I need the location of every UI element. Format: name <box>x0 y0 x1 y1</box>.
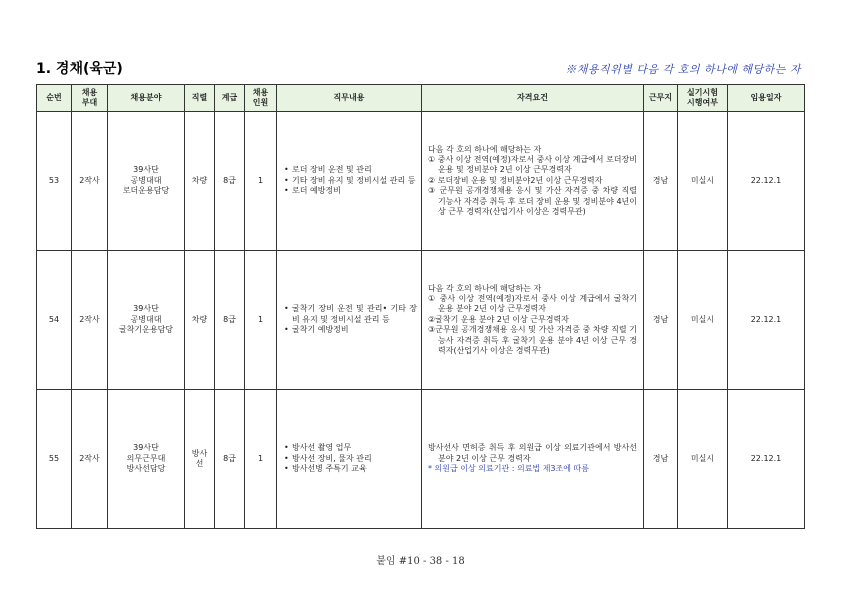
row-requirements <box>422 390 644 529</box>
row-date: 22.12.1 <box>728 390 805 529</box>
table-row <box>37 112 805 251</box>
row-practical: 미실시 <box>678 251 728 390</box>
row-number: 53 <box>37 112 72 251</box>
page-title: 1. 경채(육군) <box>36 61 123 77</box>
row-field: 39사단 공병대대 굴착기운용담당 <box>108 251 185 390</box>
header-date: 임용일자 <box>728 85 805 112</box>
requirement-item: ③ 군무원 공개경쟁채용 응시 및 가산 자격증 중 차량 직렬 기능사 자격증 취득 후 로더 장비 운용 및 정비분야 4년이상 근무 경력자(산업기사 이상은 경력무관) <box>428 186 637 216</box>
header-location: 근무지 <box>644 85 678 112</box>
row-unit: 2작사 <box>72 390 108 529</box>
requirement-item: ②굴착기 운용 분야 2년 이상 근무경력자 <box>428 314 569 324</box>
row-grade: 8급 <box>215 112 245 251</box>
duty-item: • 방사선 촬영 업무 <box>292 443 417 453</box>
requirement-item: ③군무원 공개경쟁채용 응시 및 가산 자격증 중 차량 직렬 기능사 자격증 취득 후 굴착기 운용 분야 4년 이상 근무 경력자(산업기사 이상은 경력무관) <box>428 325 637 355</box>
page-footer: 붙임 #10 - 38 - 18 <box>376 556 465 567</box>
header-no: 순번 <box>37 85 72 112</box>
header-count: 채용 인원 <box>245 85 277 112</box>
duty-item: • 로더 장비 운전 및 관리 <box>292 165 417 175</box>
row-grade: 8급 <box>215 251 245 390</box>
header-grade: 계급 <box>215 85 245 112</box>
requirement-item: 방사선사 면허증 취득 후 의원급 이상 의료기관에서 방사선 분야 2년 이상 근무 경력자 <box>428 443 637 463</box>
requirement-note: * 의원급 이상 의료기관 : 의료법 제3조에 따름 <box>428 464 589 474</box>
table-row <box>37 251 805 390</box>
header-duties: 직무내용 <box>277 85 422 112</box>
requirement-item: ② 로더장비 운용 및 정비분야2년 이상 근무경력자 <box>428 175 603 185</box>
table-row <box>37 390 805 529</box>
row-duties <box>277 251 422 390</box>
duty-item: • 기타 장비 유지 및 정비시설 관리 등 <box>292 176 417 186</box>
requirement-item: ① 중사 이상 전역(예정)자로서 중사 이상 계급에서 로더장비 운용 및 정비분야 2년 이상 근무경력자 <box>428 155 637 175</box>
header-field: 채용분야 <box>108 85 185 112</box>
header-practical: 실기시험 시행여부 <box>678 85 728 112</box>
row-requirements <box>422 112 644 251</box>
requirement-item: ① 중사 이상 전역(예정)자로서 중사 이상 계급에서 굴착기 운용 분야 2년 이상 근무경력자 <box>428 294 637 314</box>
row-unit: 2작사 <box>72 112 108 251</box>
row-location: 경남 <box>644 390 678 529</box>
row-number: 54 <box>37 251 72 390</box>
row-location: 경남 <box>644 251 678 390</box>
row-series: 차량 <box>185 112 215 251</box>
row-date: 22.12.1 <box>728 251 805 390</box>
header-requirements: 자격요건 <box>422 85 644 112</box>
header-unit: 채용 부대 <box>72 85 108 112</box>
duty-item: • 방사선병 주특기 교육 <box>292 464 417 474</box>
row-grade: 8급 <box>215 390 245 529</box>
row-count: 1 <box>245 390 277 529</box>
row-count: 1 <box>245 251 277 390</box>
row-series: 방사 선 <box>185 390 215 529</box>
requirement-intro: 다음 각 호의 하나에 해당하는 자 <box>428 283 542 293</box>
header-series: 직렬 <box>185 85 215 112</box>
duty-item: • 굴착기 장비 운전 및 관리• 기타 장비 유지 및 정비시설 관리 등 <box>292 304 417 325</box>
recruitment-table <box>36 84 805 529</box>
row-location: 경남 <box>644 112 678 251</box>
row-unit: 2작사 <box>72 251 108 390</box>
row-requirements <box>422 251 644 390</box>
row-field: 39사단 공병대대 로더운용담당 <box>108 112 185 251</box>
eligibility-note: ※채용직위별 다음 각 호의 하나에 해당하는 자 <box>565 63 801 76</box>
row-field: 39사단 의무근무대 방사선담당 <box>108 390 185 529</box>
row-date: 22.12.1 <box>728 112 805 251</box>
row-practical: 미실시 <box>678 112 728 251</box>
row-duties <box>277 112 422 251</box>
row-number: 55 <box>37 390 72 529</box>
row-duties <box>277 390 422 529</box>
row-count: 1 <box>245 112 277 251</box>
duty-item: • 굴착기 예방정비 <box>292 325 417 335</box>
duty-item: • 방사선 장비, 물자 관리 <box>292 454 417 464</box>
requirement-intro: 다음 각 호의 하나에 해당하는 자 <box>428 144 542 154</box>
table-header-row <box>37 85 805 112</box>
duty-item: • 로더 예방정비 <box>292 186 417 196</box>
row-series: 차량 <box>185 251 215 390</box>
row-practical: 미실시 <box>678 390 728 529</box>
